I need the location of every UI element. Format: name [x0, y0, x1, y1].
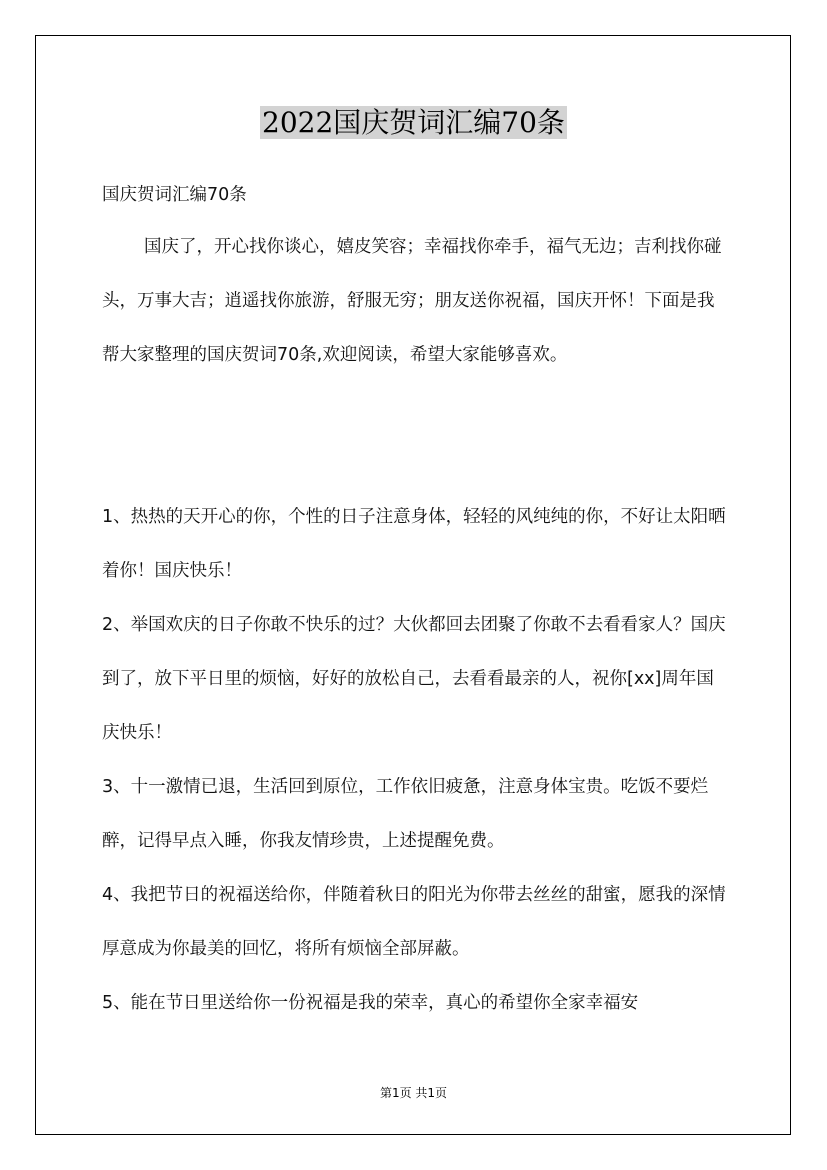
intro-paragraph: 国庆了，开心找你谈心，嬉皮笑容；幸福找你牵手，福气无边；吉利找你碰头，万事大吉；逍遥找你旅游，舒服无穷；朋友送你祝福，国庆开怀！下面是我帮大家整理的国庆贺词70条,欢迎阅读，希望大家能够喜欢。	[102, 237, 722, 365]
list-item: 3、十一激情已退，生活回到原位，工作依旧疲惫，注意身体宝贵。吃饭不要烂醉，记得早点入睡，你我友情珍贵，上述提醒免费。	[102, 777, 709, 851]
list-item: 2、举国欢庆的日子你敢不快乐的过？大伙都回去团聚了你敢不去看看家人？国庆到了，放下平日里的烦恼，好好的放松自己，去看看最亲的人，祝你[xx]周年国庆快乐！	[102, 615, 726, 743]
document-title	[0, 101, 827, 145]
list-item: 1、热热的天开心的你，个性的日子注意身体，轻轻的风纯纯的你，不好让太阳晒着你！国庆快乐！	[102, 507, 726, 581]
document-subtitle: 国庆贺词汇编70条	[102, 185, 247, 205]
page-footer: 第1页 共1页	[379, 1086, 448, 1100]
document-title-text: 2022国庆贺词汇编70条	[262, 106, 565, 139]
list-item: 4、我把节日的祝福送给你，伴随着秋日的阳光为你带去丝丝的甜蜜，愿我的深情厚意成为你最美的回忆，将所有烦恼全部屏蔽。	[102, 885, 726, 959]
greetings-list	[102, 490, 727, 1030]
list-item: 5、能在节日里送给你一份祝福是我的荣幸，真心的希望你全家幸福安	[102, 993, 639, 1013]
